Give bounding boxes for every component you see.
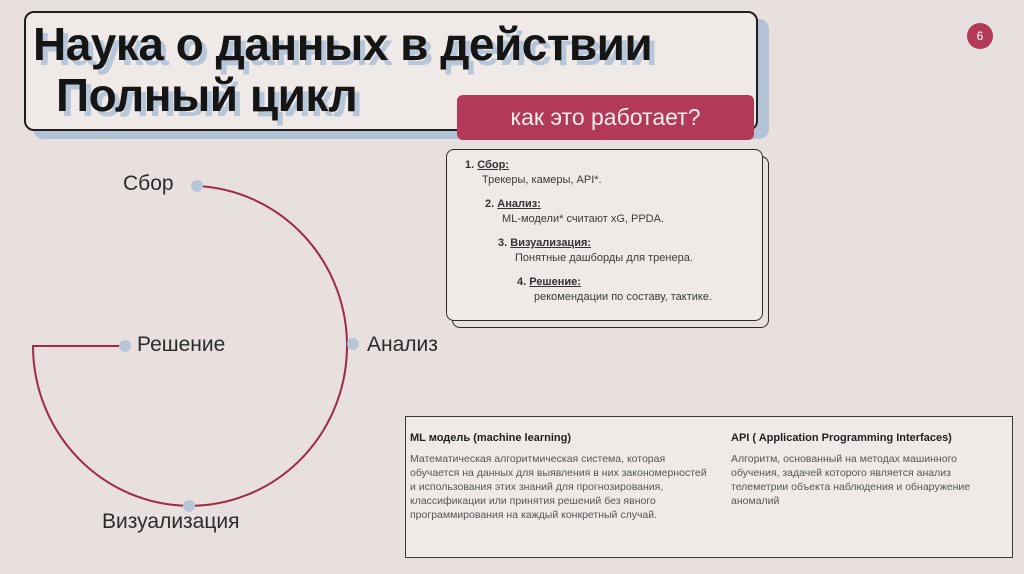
node-label-collection: Сбор [123, 172, 174, 195]
how-it-works-banner: как это работает? [457, 95, 754, 140]
page-number-badge: 6 [967, 23, 993, 49]
step-heading: Решение: [529, 276, 581, 288]
definition-text-ml: Математическая алгоритмическая система, которая обучается на данных для выявления в них закономерностей и использования этих знаний для прогнозирования, классификации или принятия решений без явного программирования на каждый конкретный случай. [410, 453, 707, 521]
node-label-visualization: Визуализация [102, 510, 240, 533]
node-label-analysis: Анализ [367, 333, 438, 356]
step-item [465, 158, 602, 187]
step-description: Трекеры, камеры, API*. [482, 174, 602, 186]
step-heading: Сбор: [477, 159, 509, 171]
node-dot-collection [191, 180, 203, 192]
step-description: ML-модели* считают xG, PPDA. [502, 213, 665, 225]
definition-text-api: Алгоритм, основанный на методах машинного обучения, задачей которого является анализ телеметрии объекта наблюдения и обнаружение аномалий [731, 453, 971, 507]
title-line-1: Наука о данных в действии [33, 18, 653, 70]
step-description: Понятные дашборды для тренера. [515, 252, 693, 264]
step-number: 4. [517, 276, 527, 288]
definition-heading-ml: ML модель (machine learning) [410, 432, 572, 444]
node-label-decision: Решение [137, 333, 226, 356]
step-item [517, 275, 712, 304]
step-number: 1. [465, 159, 475, 171]
step-number: 2. [485, 198, 495, 210]
step-heading: Анализ: [497, 198, 541, 210]
step-number: 3. [498, 237, 508, 249]
step-item [498, 236, 693, 265]
node-dot-decision [119, 340, 131, 352]
definition-heading-api: API ( Application Programming Interfaces) [731, 432, 952, 444]
step-description: рекомендации по составу, тактике. [534, 291, 713, 303]
step-heading: Визуализация: [510, 237, 592, 249]
title-line-2: Полный цикл [56, 69, 358, 121]
step-item [485, 197, 664, 226]
node-dot-analysis [347, 338, 359, 350]
